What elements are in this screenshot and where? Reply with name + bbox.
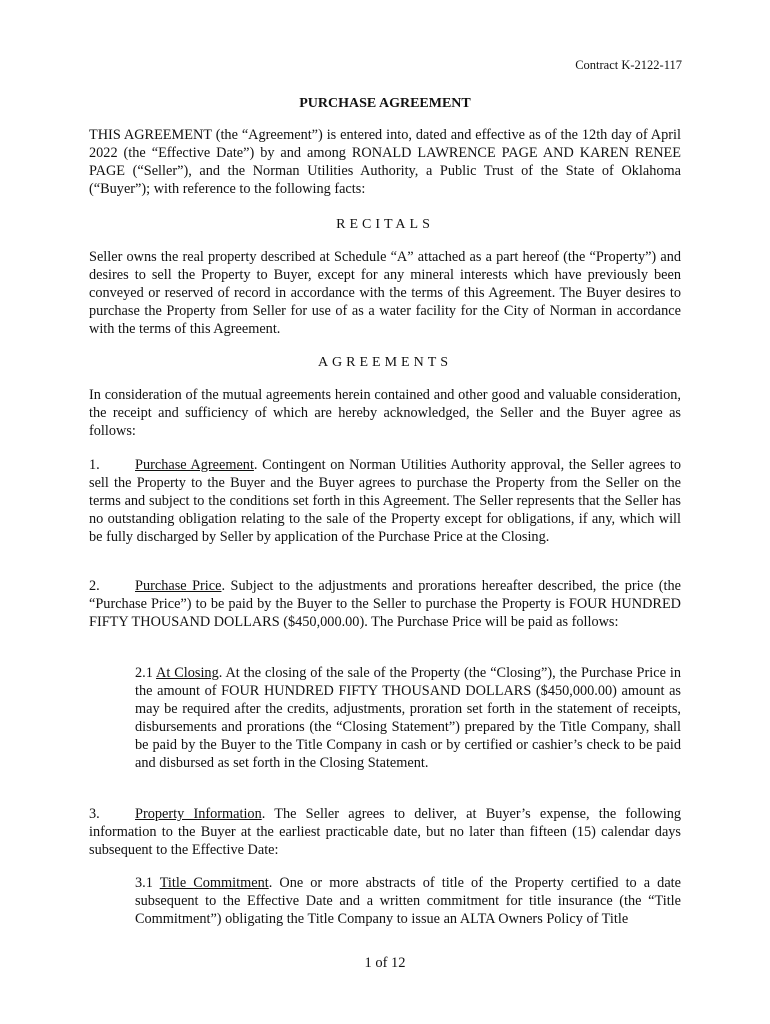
section-text: . At the closing of the sale of the Property (the “Closing”), the Purchase Price in the amount of FOUR HUNDRED FIFTY THOUSAND DOLLARS ($450,000.00) amount as may be required after the credits, adjustments, proration set forth in the statement of receipts, disbursements and prorations (the “Closing Statement”) prepared by the Title Company, shall be paid by the Buyer to the Title Company in cash or by certified or cashier’s check to be paid and disbursed as set forth in the Closing Statement. xyxy=(135,665,681,771)
section-heading: Purchase Agreement xyxy=(135,457,254,473)
intro-paragraph: THIS AGREEMENT (the “Agreement”) is entered into, dated and effective as of the 12th day of April 2022 (the “Effective Date”) by and among RONALD LAWRENCE PAGE AND KAREN RENEE PAGE (“Seller”), and the Norman Utilities Authority, a Public Trust of the State of Oklahoma (“Buyer”); with reference to the following facts: xyxy=(89,127,681,197)
section-3-property-information xyxy=(89,805,681,859)
section-text: . Subject to the adjustments and prorations hereafter described, the price (the “Purchase Price”) to be paid by the Buyer to the Seller to purchase the Property is FOUR HUNDRED FIFTY THOUSAND DOLLARS ($450,000.00). The Purchase Price will be paid as follows: xyxy=(89,578,682,630)
section-text: . The Seller agrees to deliver, at Buyer’s expense, the following information to the Buyer at the earliest practicable date, but no later than fifteen (15) calendar days subsequent to the Effective Date: xyxy=(89,806,681,858)
agreements-heading: AGREEMENTS xyxy=(317,355,453,370)
section-number: 2. xyxy=(89,578,100,594)
section-number: 3. xyxy=(89,806,100,822)
section-number: 3.1 xyxy=(135,875,153,891)
document-title: PURCHASE AGREEMENT xyxy=(299,96,471,111)
section-heading: Title Commitment xyxy=(159,875,269,891)
section-heading: Property Information xyxy=(135,806,262,822)
section-2-purchase-price xyxy=(89,577,681,631)
recitals-paragraph: Seller owns the real property described at Schedule “A” attached as a part hereof (the “Property”) and desires to sell the Property to Buyer, except for any mineral interests which have previously been conveyed or reserved of record in accordance with the terms of this Agreement. The Buyer desires to purchase the Property from Seller for use of as a water facility for the City of Norman in accordance with the terms of this Agreement. xyxy=(89,249,681,337)
section-2-1-at-closing xyxy=(135,664,681,772)
section-number: 2.1 xyxy=(135,665,153,681)
section-heading: At Closing xyxy=(156,665,219,681)
section-heading: Purchase Price xyxy=(135,578,222,594)
section-text: . Contingent on Norman Utilities Authority approval, the Seller agrees to sell the Property to the Buyer and the Buyer agrees to purchase the Property from the Seller on the terms and subject to the conditions set forth in this Agreement. The Seller represents that the Seller has no outstanding obligation relating to the sale of the Property except for obligations, if any, which will be fully discharged by Seller by application of the Purchase Price at the Closing. xyxy=(89,457,681,545)
section-3-1-title-commitment xyxy=(135,874,681,928)
contract-number: Contract K-2122-117 xyxy=(575,58,682,72)
consideration-paragraph: In consideration of the mutual agreements herein contained and other good and valuable consideration, the receipt and sufficiency of which are hereby acknowledged, the Seller and the Buyer agree as follows: xyxy=(89,387,681,439)
section-number: 1. xyxy=(89,457,100,473)
recitals-heading: RECITALS xyxy=(336,217,434,232)
section-text: . One or more abstracts of title of the Property certified to a date subsequent to the Effective Date and a written commitment for title insurance (the “Title Commitment”) obligating the Title Company to issue an ALTA Owners Policy of Title xyxy=(135,875,681,927)
page-number: 1 of 12 xyxy=(364,955,406,971)
section-1-purchase-agreement xyxy=(89,456,681,546)
